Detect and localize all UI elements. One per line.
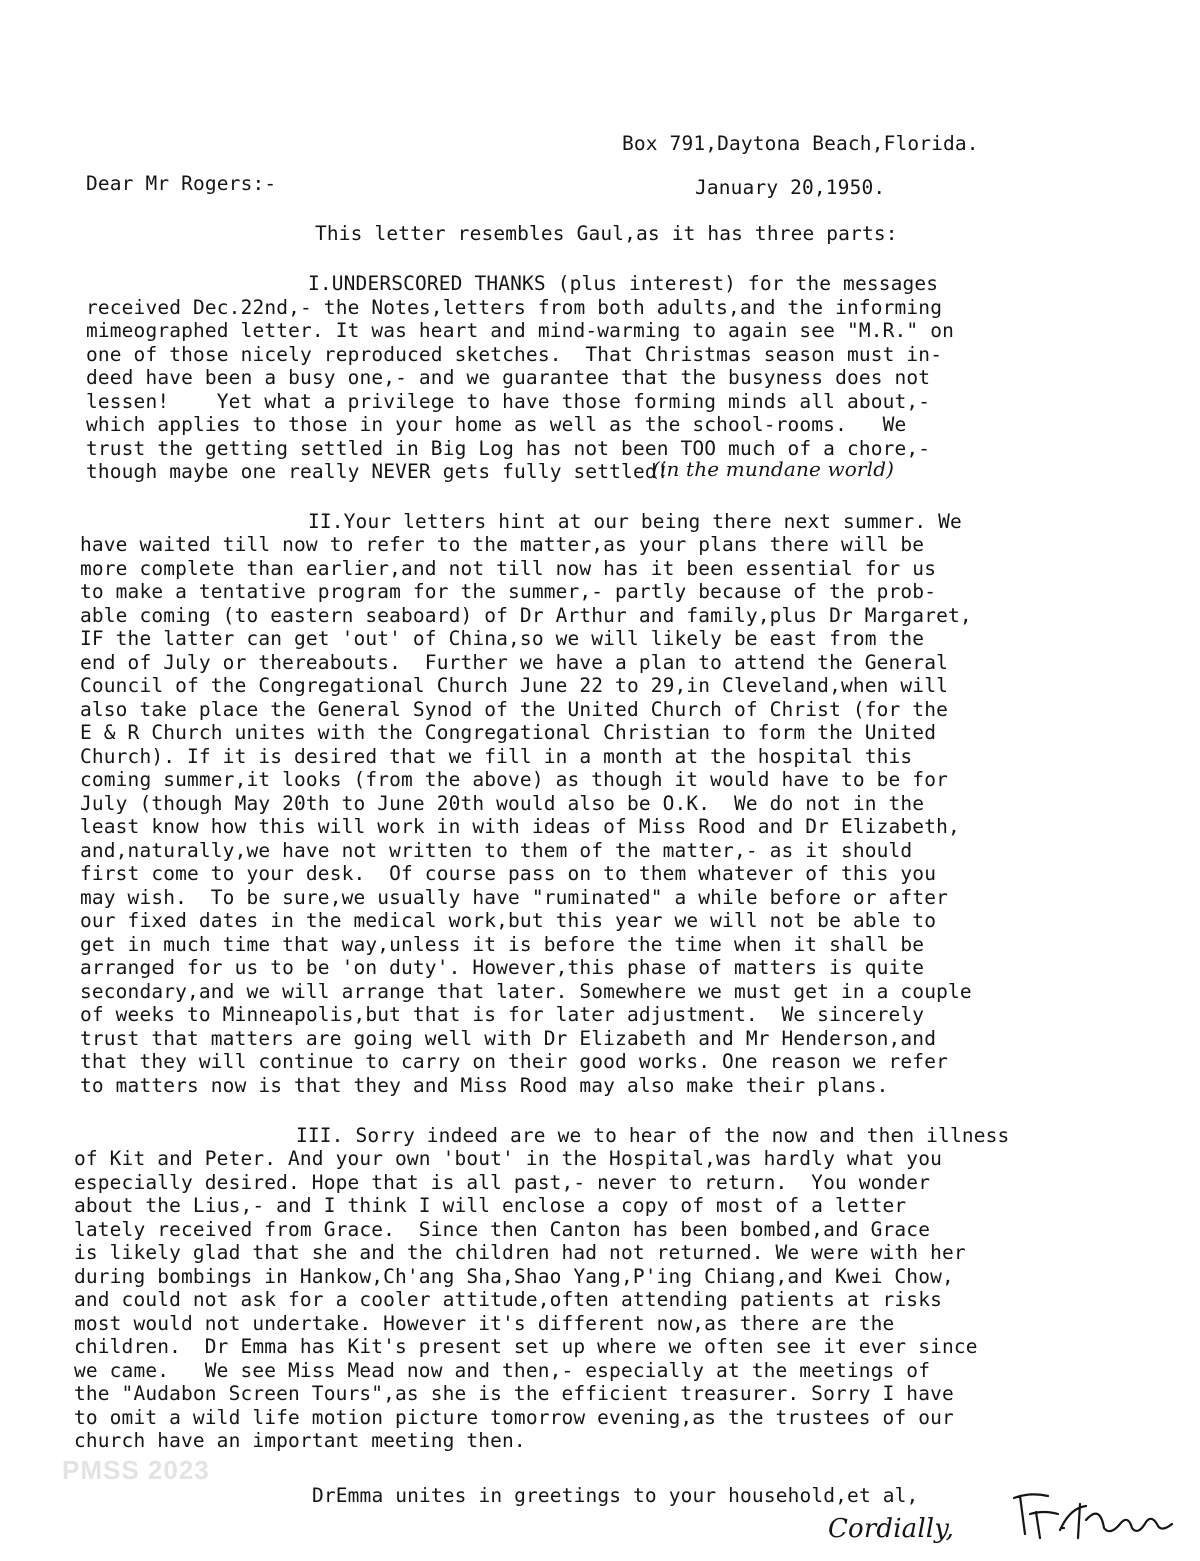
- paragraph-line: one of those nicely reproduced sketches. That Christmas season must in-: [86, 343, 943, 366]
- paragraph-line: July (though May 20th to June 20th would also be O.K. We do not in the: [80, 792, 925, 815]
- paragraph-line: though maybe one really NEVER gets fully settled!: [86, 460, 669, 483]
- paragraph-line: coming summer,it looks (from the above) as though it would have to be for: [80, 768, 948, 791]
- paragraph-line: especially desired. Hope that is all past,- never to return. You wonder: [74, 1171, 931, 1194]
- paragraph-line: we came. We see Miss Mead now and then,- especially at the meetings of: [74, 1359, 931, 1382]
- paragraph-line: to matters now is that they and Miss Rood may also make their plans.: [80, 1074, 889, 1097]
- paragraph-line: deed have been a busy one,- and we guarantee that the busyness does not: [86, 366, 931, 389]
- paragraph-line: I.UNDERSCORED THANKS (plus interest) for the messages: [308, 272, 939, 295]
- letter-date: January 20,1950.: [695, 176, 886, 199]
- handwritten-note: (in the mundane world): [652, 457, 895, 481]
- closing-line: DrEmma unites in greetings to your household,et al,: [312, 1484, 919, 1507]
- paragraph-line: during bombings in Hankow,Ch'ang Sha,Shao Yang,P'ing Chiang,and Kwei Chow,: [74, 1265, 954, 1288]
- paragraph-line: may wish. To be sure,we usually have "ruminated" a while before or after: [80, 886, 948, 909]
- intro-line: This letter resembles Gaul,as it has three parts:: [315, 222, 898, 245]
- paragraph-line: church have an important meeting then.: [74, 1429, 526, 1452]
- paragraph-line: which applies to those in your home as well as the school-rooms. We: [86, 413, 907, 436]
- paragraph-line: the "Audabon Screen Tours",as she is the efficient treasurer. Sorry I have: [74, 1382, 954, 1405]
- paragraph-line: arranged for us to be 'on duty'. However,this phase of matters is quite: [80, 956, 925, 979]
- paragraph-line: have waited till now to refer to the matter,as your plans there will be: [80, 533, 925, 556]
- paragraph-line: Council of the Congregational Church June 22 to 29,in Cleveland,when will: [80, 674, 948, 697]
- paragraph-line: least know how this will work in with ideas of Miss Rood and Dr Elizabeth,: [80, 815, 960, 838]
- paragraph-line: our fixed dates in the medical work,but this year we will not be able to: [80, 909, 937, 932]
- paragraph-line: children. Dr Emma has Kit's present set up where we often see it ever since: [74, 1335, 978, 1358]
- paragraph-line: and,naturally,we have not written to them of the matter,- as it should: [80, 839, 913, 862]
- paragraph-line: IF the latter can get 'out' of China,so we will likely be east from the: [80, 627, 925, 650]
- paragraph-line: also take place the General Synod of the United Church of Christ (for the: [80, 698, 948, 721]
- paragraph-line: secondary,and we will arrange that later. Somewhere we must get in a couple: [80, 980, 972, 1003]
- paragraph-line: lessen! Yet what a privilege to have those forming minds all about,-: [86, 390, 931, 413]
- paragraph-line: III. Sorry indeed are we to hear of the now and then illness: [296, 1124, 1010, 1147]
- return-address: Box 791,Daytona Beach,Florida.: [622, 132, 979, 155]
- salutation: Dear Mr Rogers:-: [86, 172, 277, 195]
- archive-watermark: PMSS 2023: [62, 1455, 210, 1485]
- paragraph-line: end of July or thereabouts. Further we have a plan to attend the General: [80, 651, 948, 674]
- paragraph-line: II.Your letters hint at our being there next summer. We: [308, 510, 962, 533]
- paragraph-line: that they will continue to carry on their good works. One reason we refer: [80, 1050, 948, 1073]
- paragraph-line: trust that matters are going well with Dr Elizabeth and Mr Henderson,and: [80, 1027, 937, 1050]
- paragraph-line: of weeks to Minneapolis,but that is for later adjustment. We sincerely: [80, 1003, 925, 1026]
- complimentary-close: Cordially,: [828, 1514, 955, 1544]
- paragraph-line: lately received from Grace. Since then Canton has been bombed,and Grace: [74, 1218, 931, 1241]
- paragraph-line: to omit a wild life motion picture tomorrow evening,as the trustees of our: [74, 1406, 954, 1429]
- paragraph-line: is likely glad that she and the children had not returned. We were with her: [74, 1241, 966, 1264]
- handwritten-signature: [1000, 1484, 1180, 1544]
- paragraph-line: get in much time that way,unless it is before the time when it shall be: [80, 933, 925, 956]
- paragraph-line: mimeographed letter. It was heart and mind-warming to again see "M.R." on: [86, 319, 954, 342]
- paragraph-line: about the Lius,- and I think I will enclose a copy of most of a letter: [74, 1194, 907, 1217]
- paragraph-line: trust the getting settled in Big Log has not been TOO much of a chore,-: [86, 437, 931, 460]
- paragraph-line: Church). If it is desired that we fill in a month at the hospital this: [80, 745, 913, 768]
- paragraph-line: first come to your desk. Of course pass on to them whatever of this you: [80, 862, 937, 885]
- paragraph-line: of Kit and Peter. And your own 'bout' in the Hospital,was hardly what you: [74, 1147, 942, 1170]
- paragraph-line: able coming (to eastern seaboard) of Dr Arthur and family,plus Dr Margaret,: [80, 604, 972, 627]
- paragraph-line: most would not undertake. However it's different now,as there are the: [74, 1312, 895, 1335]
- paragraph-line: received Dec.22nd,- the Notes,letters from both adults,and the informing: [86, 296, 943, 319]
- paragraph-line: and could not ask for a cooler attitude,often attending patients at risks: [74, 1288, 942, 1311]
- paragraph-line: to make a tentative program for the summer,- partly because of the prob-: [80, 580, 937, 603]
- paragraph-line: E & R Church unites with the Congregational Christian to form the United: [80, 721, 937, 744]
- paragraph-line: more complete than earlier,and not till now has it been essential for us: [80, 557, 937, 580]
